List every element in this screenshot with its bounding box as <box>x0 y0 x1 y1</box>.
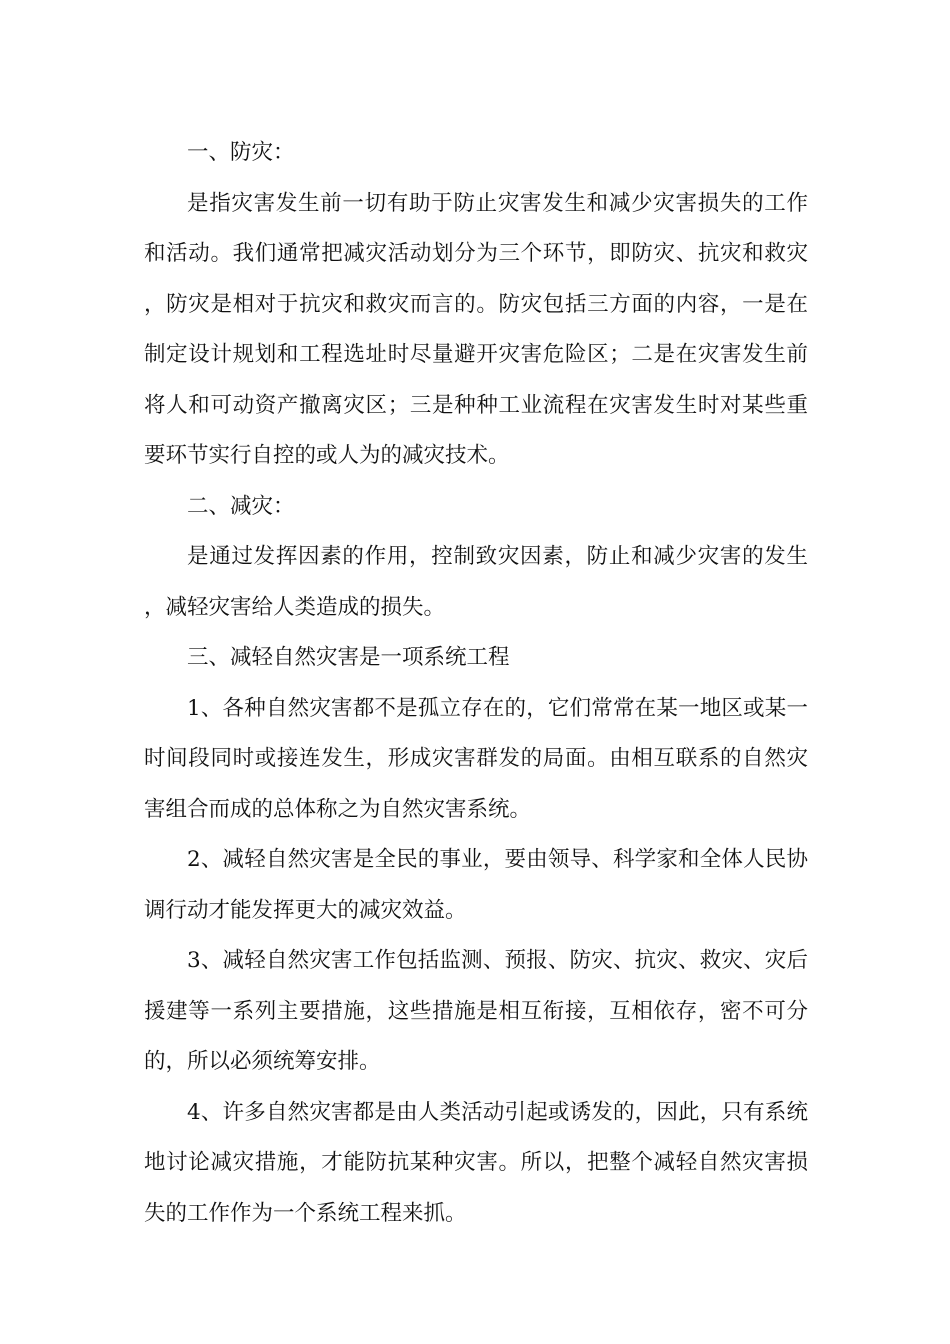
document-body <box>144 128 808 1239</box>
heading-disaster-reduction: 二、减灾： <box>187 493 295 519</box>
paragraph-disaster-prevention: 是指灾害发生前一切有助于防止灾害发生和减少灾害损失的工作和活动。我们通常把减灾活动划分为三个环节，即防灾、抗灾和救灾，防灾是相对于抗灾和救灾而言的。防灾包括三方面的内容，一是在制定设计规划和工程选址时尽量避开灾害危险区；二是在灾害发生前将人和可动资产撤离灾区；三是种种工业流程在灾害发生时对某些重要环节实行自控的或人为的减灾技术。 <box>144 190 808 468</box>
paragraph-disaster-reduction: 是通过发挥因素的作用，控制致灾因素，防止和减少灾害的发生，减轻灾害给人类造成的损失。 <box>144 544 808 620</box>
list-item-3: 3、减轻自然灾害工作包括监测、预报、防灾、抗灾、救灾、灾后援建等一系列主要措施，这些措施是相互衔接，互相依存，密不可分的，所以必须统筹安排。 <box>144 948 808 1074</box>
list-item-2: 2、减轻自然灾害是全民的事业，要由领导、科学家和全体人民协调行动才能发挥更大的减灾效益。 <box>144 847 808 923</box>
heading-disaster-prevention: 一、防灾： <box>187 140 295 165</box>
heading-systems-engineering: 三、减轻自然灾害是一项系统工程 <box>187 645 510 670</box>
list-item-4: 4、许多自然灾害都是由人类活动引起或诱发的，因此，只有系统地讨论减灾措施，才能防抗某种灾害。所以，把整个减轻自然灾害损失的工作作为一个系统工程来抓。 <box>144 1099 808 1226</box>
list-item-1: 1、各种自然灾害都不是孤立存在的，它们常常在某一地区或某一时间段同时或接连发生，形成灾害群发的局面。由相互联系的自然灾害组合而成的总体称之为自然灾害系统。 <box>144 695 808 822</box>
